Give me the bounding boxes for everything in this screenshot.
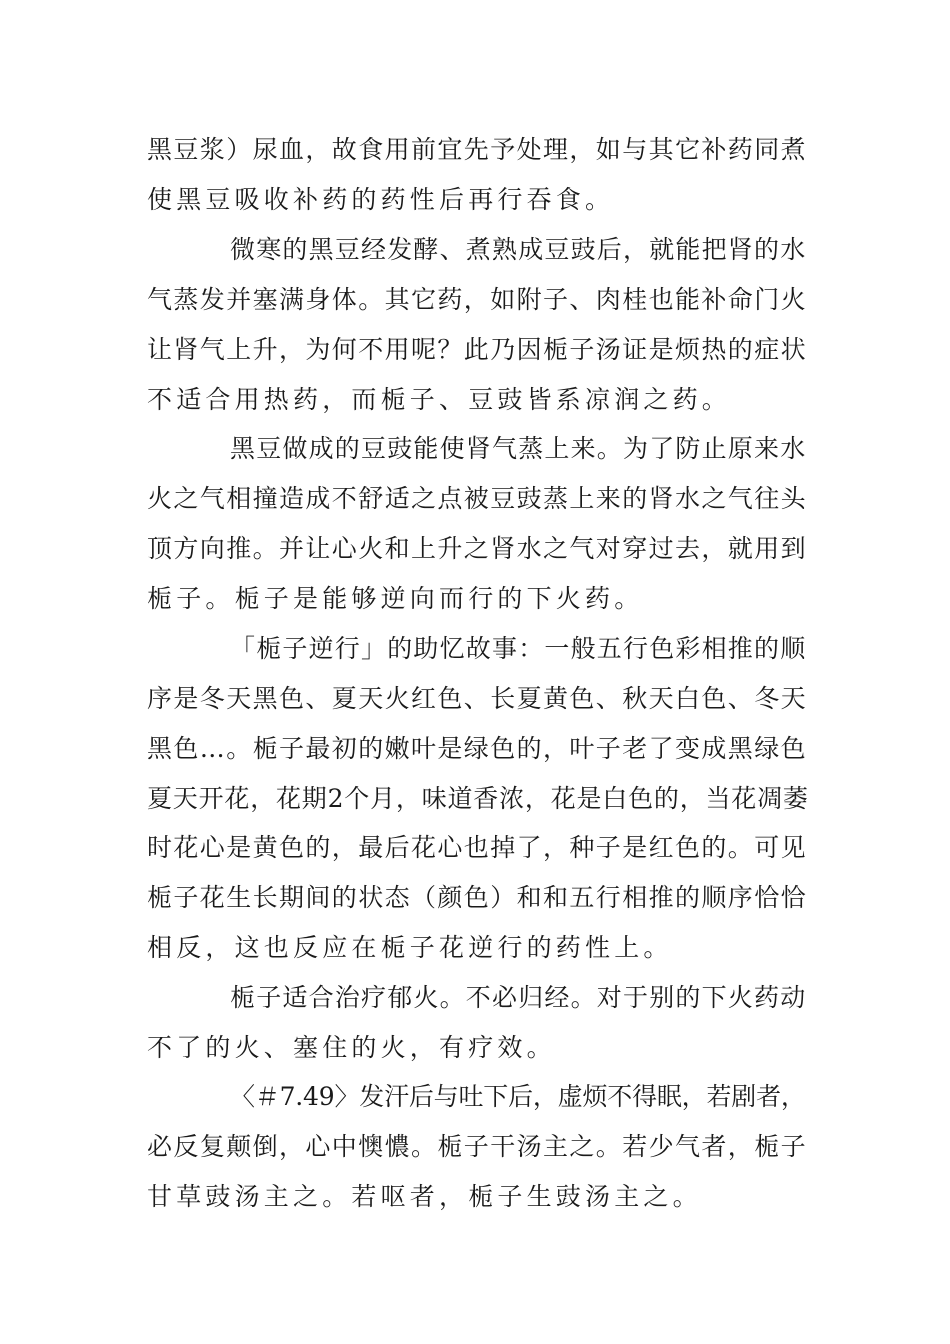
text-line: 不了的火、塞住的火，有疗效。	[147, 1033, 556, 1062]
text-line: 栀子。栀子是能够逆向而行的下火药。	[147, 584, 644, 613]
paragraph-first-line: 微寒的黑豆经发酵、煮熟成豆豉后，就能把肾的水	[230, 235, 807, 264]
text-line: 甘草豉汤主之。若呕者，栀子生豉汤主之。	[147, 1182, 702, 1211]
paragraph-first-line: 〈＃7.49〉发汗后与吐下后，虚烦不得眠，若剧者，	[230, 1082, 806, 1111]
text-line: 相反，这也反应在栀子花逆行的药性上。	[147, 933, 673, 962]
text-line: 火之气相撞造成不舒适之点被豆豉蒸上来的肾水之气往头	[147, 484, 808, 513]
text-line: 不适合用热药，而栀子、豆豉皆系凉润之药。	[147, 385, 732, 414]
text-line: 让肾气上升，为何不用呢？此乃因栀子汤证是烦热的症状	[147, 335, 808, 364]
text-line: 黑色…。栀子最初的嫩叶是绿色的，叶子老了变成黑绿色	[147, 734, 808, 763]
text-line: 时花心是黄色的，最后花心也掉了，种子是红色的。可见	[147, 833, 808, 862]
text-line: 栀子花生长期间的状态（颜色）和和五行相推的顺序恰恰	[147, 883, 808, 912]
text-line: 序是冬天黑色、夏天火红色、长夏黄色、秋天白色、冬天	[147, 684, 808, 713]
paragraph-first-line: 「栀子逆行」的助忆故事：一般五行色彩相推的顺	[230, 634, 807, 663]
text-line: 夏天开花，花期2个月，味道香浓，花是白色的，当花凋萎	[147, 784, 809, 813]
text-line: 黑豆浆）尿血，故食用前宜先予处理，如与其它补药同煮	[147, 135, 808, 164]
paragraph-first-line: 栀子适合治疗郁火。不必归经。对于别的下火药动	[230, 983, 807, 1012]
text-line: 顶方向推。并让心火和上升之肾水之气对穿过去，就用到	[147, 534, 808, 563]
text-line: 必反复颠倒，心中懊憹。栀子干汤主之。若少气者，栀子	[147, 1132, 808, 1161]
text-line: 气蒸发并塞满身体。其它药，如附子、肉桂也能补命门火	[147, 285, 808, 314]
text-line: 使黑豆吸收补药的药性后再行吞食。	[147, 185, 615, 214]
paragraph-first-line: 黑豆做成的豆豉能使肾气蒸上来。为了防止原来水	[230, 434, 807, 463]
